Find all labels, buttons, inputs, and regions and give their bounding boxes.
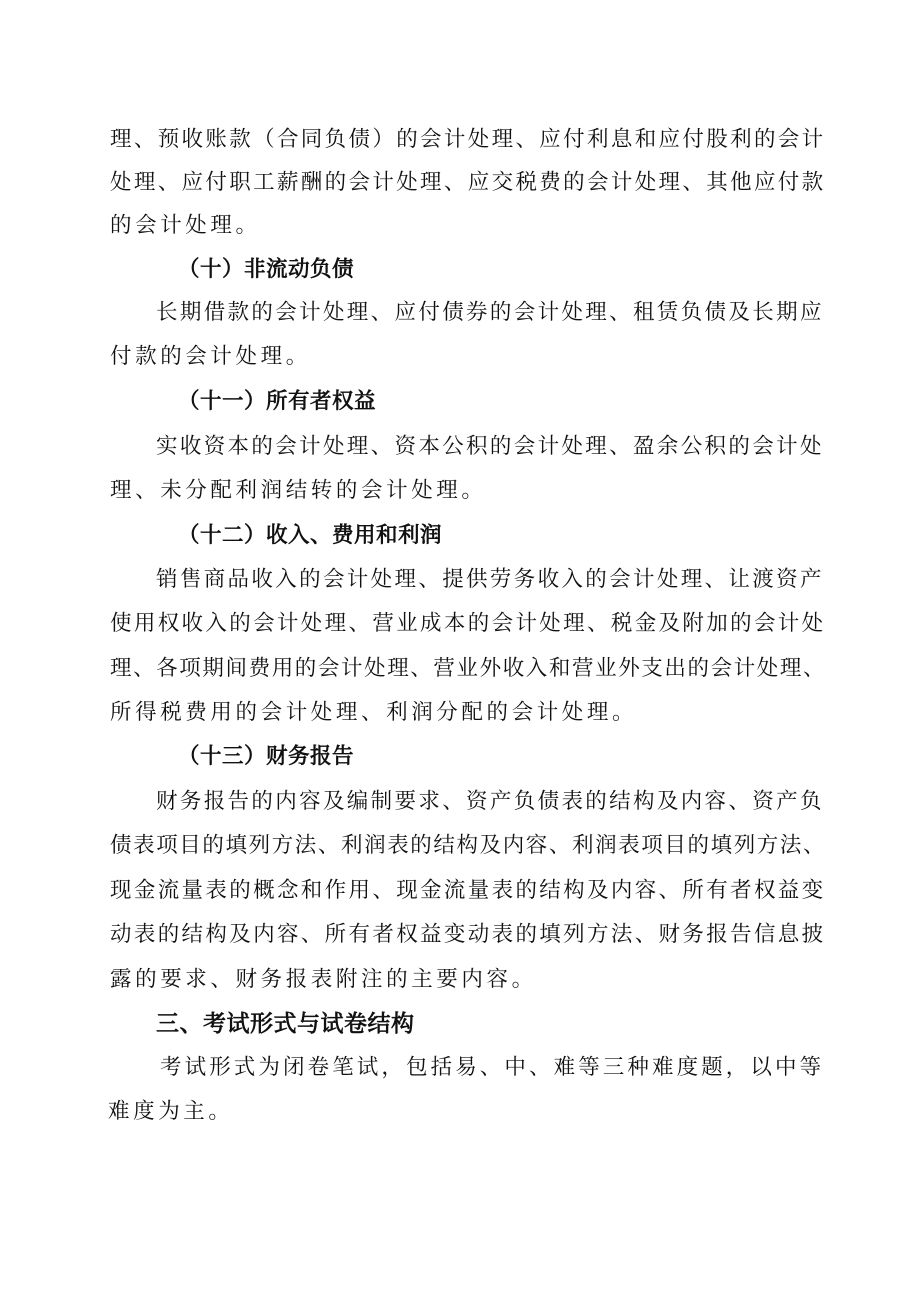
paragraph-line: 露的要求、财务报表附注的主要内容。 xyxy=(110,967,537,992)
paragraph-line: 长期借款的会计处理、应付债券的会计处理、租赁负债及长期应 xyxy=(156,300,824,325)
paragraph-line: 实收资本的会计处理、资本公积的会计处理、盈余公积的会计处 xyxy=(156,434,824,459)
paragraph-line: 处理、应付职工薪酬的会计处理、应交税费的会计处理、其他应付款 xyxy=(110,170,826,195)
subsection-heading: （十三）财务报告 xyxy=(178,744,355,769)
subsection-heading: （十二）收入、费用和利润 xyxy=(178,523,443,548)
paragraph-line: 理、预收账款（合同负债）的会计处理、应付利息和应付股利的会计 xyxy=(110,127,826,152)
paragraph-line: 财务报告的内容及编制要求、资产负债表的结构及内容、资产负 xyxy=(156,789,824,814)
paragraph-line: 动表的结构及内容、所有者权益变动表的填列方法、财务报告信息披 xyxy=(110,922,826,947)
paragraph-line: 债表项目的填列方法、利润表的结构及内容、利润表项目的填列方法、 xyxy=(110,833,827,858)
paragraph-line: 使用权收入的会计处理、营业成本的会计处理、税金及附加的会计处 xyxy=(110,611,826,636)
section-heading: 三、考试形式与试卷结构 xyxy=(156,1011,415,1037)
subsection-heading: （十一）所有者权益 xyxy=(178,389,377,414)
paragraph-line: 付款的会计处理。 xyxy=(110,344,311,369)
paragraph-line: 难度为主。 xyxy=(108,1099,234,1124)
paragraph-line: 的会计处理。 xyxy=(110,213,261,238)
paragraph-line: 考试形式为闭卷笔试，包括易、中、难等三种难度题，以中等 xyxy=(160,1055,825,1080)
subsection-heading: （十）非流动负债 xyxy=(178,257,355,282)
paragraph-line: 所得税费用的会计处理、利润分配的会计处理。 xyxy=(110,700,638,725)
paragraph-line: 理、各项期间费用的会计处理、营业外收入和营业外支出的会计处理、 xyxy=(110,656,827,681)
paragraph-line: 销售商品收入的会计处理、提供劳务收入的会计处理、让渡资产 xyxy=(156,567,824,592)
paragraph-line: 现金流量表的概念和作用、现金流量表的结构及内容、所有者权益变 xyxy=(110,878,826,903)
paragraph-line: 理、未分配利润结转的会计处理。 xyxy=(110,478,487,503)
